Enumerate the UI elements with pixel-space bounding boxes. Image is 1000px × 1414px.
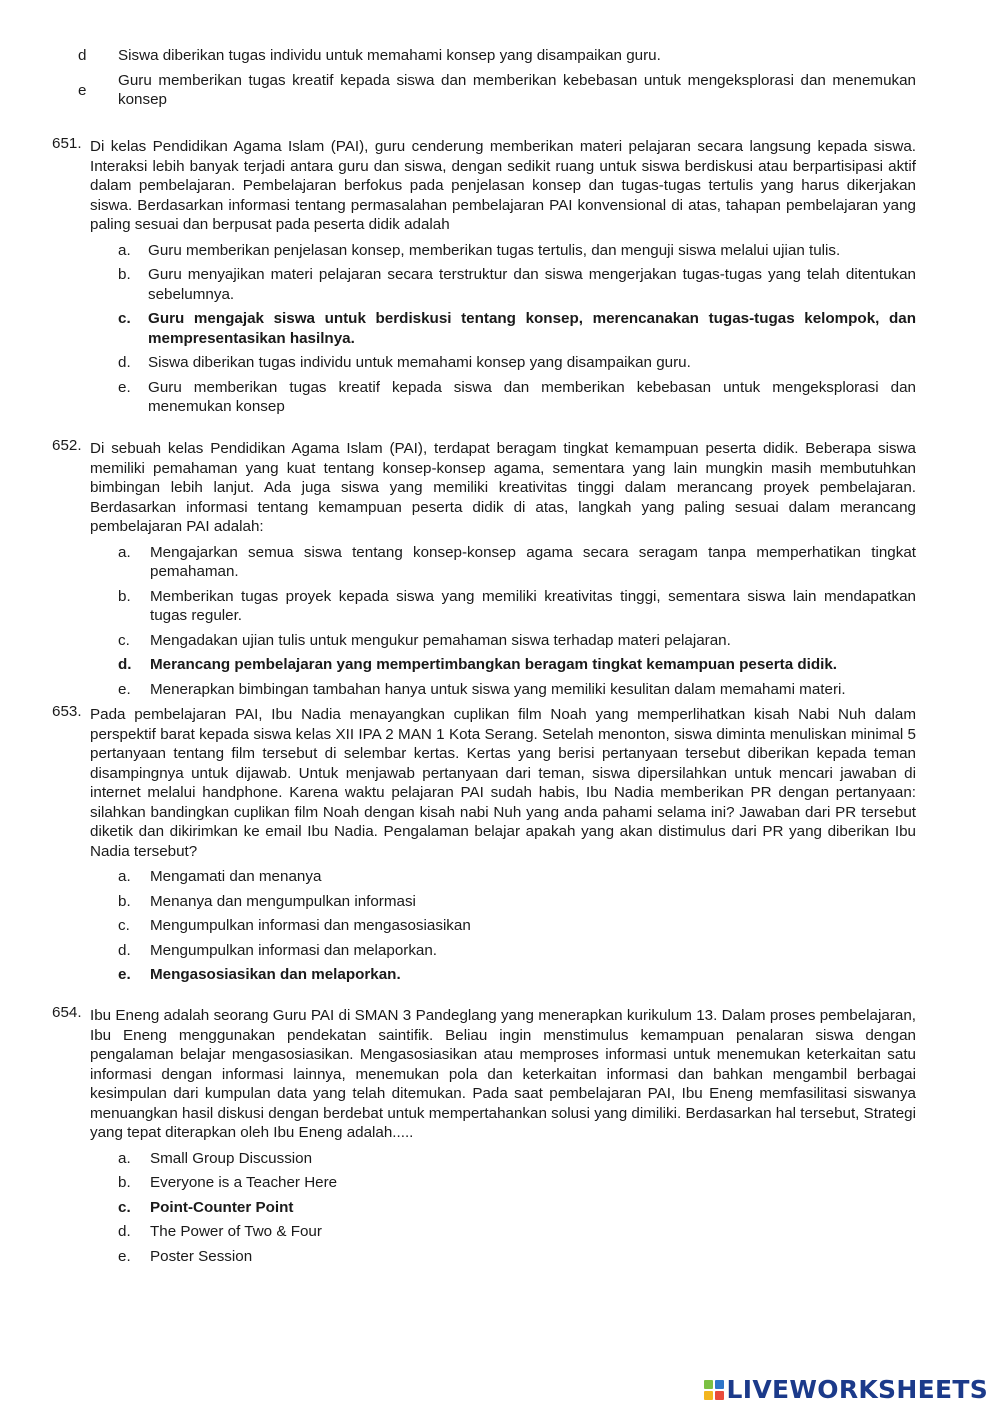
question-653 [0, 705, 1000, 990]
option-text: Poster Session [150, 1247, 253, 1265]
liveworksheets-logo[interactable] [704, 1376, 988, 1404]
answer-option[interactable] [0, 941, 1000, 961]
question-number: 654. [52, 1004, 82, 1021]
answer-option[interactable] [0, 631, 1000, 651]
option-text: Point-Counter Point [150, 1198, 294, 1216]
option-text: Siswa diberikan tugas individu untuk memahami konsep yang disampaikan guru. [118, 47, 661, 64]
option-text: The Power of Two & Four [150, 1223, 322, 1240]
option-text: Guru mengajak siswa untuk berdiskusi tentang konsep, merencanakan tugas-tugas kelompok, dan mempresentasikan hasilnya. [148, 310, 916, 347]
option-letter: a. [118, 241, 131, 259]
option-letter: a. [118, 543, 131, 561]
answer-options [0, 543, 1000, 700]
answer-option[interactable] [0, 1247, 1000, 1267]
option-letter: d. [118, 941, 131, 959]
option-letter: d. [118, 656, 132, 673]
answer-option[interactable] [0, 680, 1000, 700]
list-item [0, 46, 1000, 66]
answer-option[interactable] [0, 1222, 1000, 1242]
answer-option[interactable] [0, 378, 1000, 417]
option-text: Guru memberikan tugas kreatif kepada siswa dan memberikan kebebasan untuk mengeksplorasi dan menemukan konsep [148, 378, 916, 415]
option-letter: d [78, 47, 87, 64]
option-text: Mengadakan ujian tulis untuk mengukur pemahaman siswa terhadap materi pelajaran. [150, 631, 731, 649]
question-654 [0, 1006, 1000, 1271]
answer-option[interactable] [0, 655, 1000, 675]
answer-option[interactable] [0, 916, 1000, 936]
answer-option[interactable] [0, 587, 1000, 626]
option-text: Menanya dan mengumpulkan informasi [150, 892, 416, 910]
question-text: Ibu Eneng adalah seorang Guru PAI di SMAN 3 Pandeglang yang menerapkan kurikulum 13. Dalam proses pembelajaran, Ibu Eneng menggunakan pendekatan saintifik. Beliau ingin menstimulus kemampuan penalaran siswa dengan pengalaman belajar mengasosiasikan. Mengasosiasikan atau memproses informasi untuk menemukan keterkaitan satu informasi dengan informasi lainnya, menemukan pola dan keterkaitan informasi dan bahkan mengambil berbagai kesimpulan dari kumpulan data yang telah ditemukan. Pada saat pembelajaran PAI, Ibu Eneng memfasilitasi siswanya menuangkan hasil diskusi dengan berdebat untuk mempertahankan solusi yang dimiliki. Berdasarkan hal tersebut, Strategi yang tepat diterapkan oleh Ibu Eneng adalah..... [90, 1007, 916, 1141]
answer-option[interactable] [0, 543, 1000, 582]
answer-options [0, 1149, 1000, 1267]
option-letter: e. [118, 680, 131, 698]
question-number: 653. [52, 703, 82, 720]
option-text: Mengajarkan semua siswa tentang konsep-konsep agama secara seragam tanpa memperhatikan tingkat pemahaman. [150, 543, 916, 580]
logo-text: LIVEWORKSHEETS [726, 1375, 988, 1404]
option-letter: c. [118, 631, 130, 649]
option-letter: c. [118, 1198, 131, 1216]
question-number: 652. [52, 437, 82, 454]
liveworksheets-logo-icon [704, 1380, 724, 1400]
option-text: Menerapkan bimbingan tambahan hanya untuk siswa yang memiliki kesulitan dalam memahami materi. [150, 680, 846, 698]
answer-option[interactable] [0, 1173, 1000, 1193]
question-651 [0, 137, 1000, 422]
option-text: Siswa diberikan tugas individu untuk memahami konsep yang disampaikan guru. [148, 354, 691, 371]
logo-square-blue [715, 1380, 724, 1389]
question-652 [0, 439, 1000, 704]
answer-option[interactable] [0, 1198, 1000, 1218]
option-text: Memberikan tugas proyek kepada siswa yang memiliki kreativitas tinggi, sementara siswa lain mendapatkan tugas reguler. [150, 587, 916, 624]
question-number: 651. [52, 135, 82, 152]
previous-question-options [0, 46, 1000, 110]
question-text: Pada pembelajaran PAI, Ibu Nadia menayangkan cuplikan film Noah yang memperlihatkan kisah Nabi Nuh dalam perspektif barat kepada siswa kelas XII IPA 2 MAN 1 Kota Serang. Setelah menonton, siswa diminta menuliskan minimal 5 pertanyaan tentang film tersebut di selembar kertas. Kertas yang berisi pertanyaan tersebut diberikan kepada teman disampingnya untuk dijawab. Untuk menjawab pertanyaan dari teman, siswa dipersilahkan untuk mencari jawaban di internet melalui handphone. Karena waktu pelajaran PAI sudah habis, Ibu Nadia memberikan PR dengan pertanyaan: silahkan bandingkan cuplikan film Noah dengan kisah nabi Nuh yang anda pahami selama ini? Jawaban dari PR tersebut diketik dan dikirimkan ke email Ibu Nadia. Pengalaman belajar apakah yang akan distimulus dari PR yang diberikan Ibu Nadia tersebut? [90, 706, 916, 860]
option-letter: a. [118, 1149, 131, 1167]
option-letter: d. [118, 354, 131, 371]
answer-option[interactable] [0, 241, 1000, 261]
option-letter: b. [118, 266, 131, 283]
list-item [0, 71, 1000, 110]
option-letter: c. [118, 310, 131, 327]
option-letter: a. [118, 868, 131, 885]
answer-option[interactable] [0, 965, 1000, 985]
answer-option[interactable] [0, 265, 1000, 304]
option-text: Mengumpulkan informasi dan mengasosiasikan [150, 917, 471, 934]
option-letter: b. [118, 1174, 131, 1191]
answer-option[interactable] [0, 867, 1000, 887]
option-letter: e. [118, 966, 131, 983]
answer-options [0, 241, 1000, 417]
logo-square-red [715, 1391, 724, 1400]
option-text: Everyone is a Teacher Here [150, 1174, 338, 1191]
option-text: Guru memberikan penjelasan konsep, memberikan tugas tertulis, dan menguji siswa melalui ujian tulis. [148, 241, 841, 259]
answer-option[interactable] [0, 353, 1000, 373]
option-letter: b. [118, 892, 131, 910]
option-text: Mengasosiasikan dan melaporkan. [150, 966, 401, 983]
question-text: Di kelas Pendidikan Agama Islam (PAI), guru cenderung memberikan materi pelajaran secara langsung kepada siswa. Interaksi lebih banyak terjadi antara guru dan siswa, dengan sedikit ruang untuk siswa berdiskusi atau berpartisipasi aktif dalam pembelajaran. Pembelajaran berfokus pada penjelasan konsep dan tugas-tugas tertulis yang harus dikerjakan siswa. Berdasarkan informasi tentang permasalahan pembelajaran PAI konvensional di atas, tahapan pembelajaran yang paling sesuai dan berpusat pada peserta didik adalah [90, 138, 916, 233]
option-text: Mengumpulkan informasi dan melaporkan. [150, 941, 438, 959]
option-text: Guru menyajikan materi pelajaran secara terstruktur dan siswa mengerjakan tugas-tugas yang telah ditentukan sebelumnya. [148, 266, 916, 303]
option-text: Merancang pembelajaran yang mempertimbangkan beragam tingkat kemampuan peserta didik. [150, 656, 838, 673]
question-text: Di sebuah kelas Pendidikan Agama Islam (PAI), terdapat beragam tingkat kemampuan peserta didik. Beberapa siswa memiliki pemahaman yang kuat tentang konsep-konsep agama, sementara yang lain mungkin masih membutuhkan bimbingan lebih lanjut. Ada juga siswa yang memiliki kreativitas tinggi dalam merancang proyek pembelajaran. Berdasarkan informasi tentang kemampuan peserta didik di atas, langkah yang paling sesuai dalam merancang pembelajaran PAI adalah: [90, 440, 916, 535]
answer-option[interactable] [0, 309, 1000, 348]
option-letter: c. [118, 917, 130, 934]
option-text: Small Group Discussion [150, 1149, 313, 1167]
logo-square-green [704, 1380, 713, 1389]
option-letter: e [78, 81, 87, 99]
answer-options [0, 867, 1000, 985]
logo-square-yellow [704, 1391, 713, 1400]
option-letter: e. [118, 1247, 131, 1265]
option-text: Mengamati dan menanya [150, 868, 322, 885]
option-letter: d. [118, 1223, 131, 1240]
answer-option[interactable] [0, 892, 1000, 912]
answer-option[interactable] [0, 1149, 1000, 1169]
option-letter: e. [118, 378, 131, 396]
option-letter: b. [118, 587, 131, 605]
option-text: Guru memberikan tugas kreatif kepada siswa dan memberikan kebebasan untuk mengeksplorasi dan menemukan konsep [118, 71, 916, 108]
